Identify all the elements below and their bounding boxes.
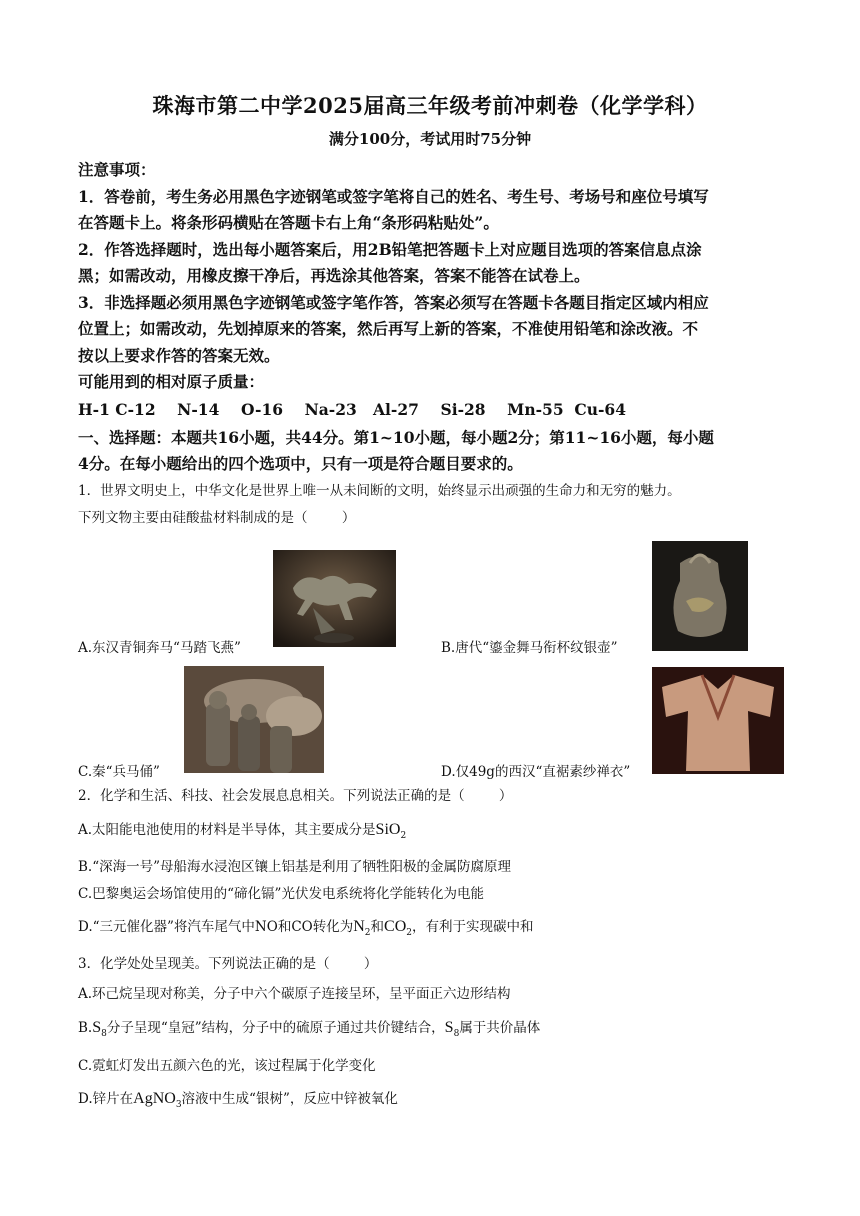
atomic-mass-list: H-1 C-12 N-14 O-16 Na-23 Al-27 Si-28 Mn-55 Cu-64 [78, 400, 627, 419]
q3-option-b [78, 1016, 540, 1039]
q2-option-a-text: A.太阳能电池使用的材料是半导体，其主要成分是 [78, 822, 376, 838]
q3-option-d [78, 1087, 398, 1110]
q3-option-b-label: B. [78, 1020, 93, 1036]
q3-option-d-text: D.锌片在 [78, 1091, 134, 1107]
q3-option-b-text: 分子呈现“皇冠”结构，分子中的硫原子通过共价键结合， [106, 1020, 445, 1036]
q3-option-b-s8-sub: 8 [101, 1029, 107, 1039]
q2-option-d-text: D.“三元催化器”将汽车尾气中NO和CO转化为 [78, 919, 354, 935]
q1-stem-line-1: 1．世界文明史上，中华文化是世界上唯一从未间断的文明，始终显示出顽强的生命力和无穷的魅力。 [78, 483, 681, 499]
q2-option-a-subscript: 2 [400, 831, 407, 841]
q2-option-c: C.巴黎奥运会场馆使用的“碲化镉”光伏发电系统将化学能转化为电能 [78, 886, 484, 902]
bronze-horse-image [273, 550, 396, 647]
q1-option-c: C.秦“兵马俑” [78, 764, 160, 780]
note-3-line-3: 按以上要求作答的答案无效。 [78, 346, 280, 365]
note-1-line-2: 在答题卡上。将条形码横贴在答题卡右上角“条形码粘贴处”。 [78, 213, 499, 232]
terracotta-army-image [184, 666, 324, 773]
note-3-line-2: 位置上；如需改动，先划掉原来的答案，然后再写上新的答案，不准使用铅笔和涂改液。不 [78, 319, 699, 338]
note-3-line-1: 3．非选择题必须用黑色字迹钢笔或签字笔作答，答案必须写在答题卡各题目指定区域内相应 [78, 293, 709, 312]
page-subtitle: 满分100分，考试用时75分钟 [328, 130, 532, 148]
q3-option-b-s8: S [92, 1019, 102, 1036]
q2-option-d-tail: ，有利于实现碳中和 [411, 919, 534, 935]
notes-heading: 注意事项： [78, 160, 156, 179]
section-1-line-2: 4分。在每小题给出的四个选项中，只有一项是符合题目要求的。 [78, 454, 523, 473]
note-2-line-1: 2．作答选择题时，选出每小题答案后，用2B铅笔把答题卡上对应题目选项的答案信息点涂 [78, 240, 702, 259]
q3-option-a: A.环己烷呈现对称美，分子中六个碳原子连接呈环，呈平面正六边形结构 [78, 986, 511, 1002]
q1-stem-line-2: 下列文物主要由硅酸盐材料制成的是（ ） [78, 510, 356, 526]
q2-option-d [78, 915, 533, 938]
q3-option-d-tail: 溶液中生成“银树”，反应中锌被氧化 [181, 1091, 398, 1107]
q2-option-d-n2-sub: 2 [364, 928, 371, 938]
note-1-line-1: 1．答卷前，考生务必用黑色字迹钢笔或签字笔将自己的姓名、考生号、考场号和座位号填写 [78, 187, 709, 206]
q2-option-b: B.“深海一号”母船海水浸泡区镶上铝基是利用了牺牲阳极的金属防腐原理 [78, 859, 512, 875]
q3-option-c: C.霓虹灯发出五颜六色的光，该过程属于化学变化 [78, 1058, 376, 1074]
q1-option-b: B.唐代“鎏金舞马衔杯纹银壶” [441, 640, 618, 656]
silver-pot-image [652, 541, 748, 651]
q3-option-b-s8-second: S [444, 1019, 454, 1036]
q2-stem: 2．化学和生活、科技、社会发展息息相关。下列说法正确的是（ ） [78, 788, 513, 804]
atomic-mass-heading: 可能用到的相对原子质量： [78, 372, 265, 391]
silk-robe-image [652, 667, 784, 774]
section-1-line-1: 一、选择题：本题共16小题，共44分。第1~10小题，每小题2分；第11~16小题，每小题 [78, 428, 714, 447]
q2-option-d-co2-sub: 2 [406, 928, 412, 938]
q2-option-d-n2: N [353, 918, 365, 935]
note-2-line-2: 黑；如需改动，用橡皮擦干净后，再选涂其他答案，答案不能答在试卷上。 [78, 266, 590, 285]
q1-option-a: A.东汉青铜奔马“马踏飞燕” [78, 640, 241, 656]
q2-option-d-and: 和 [370, 919, 385, 935]
page-title: 珠海市第二中学2025届高三年级考前冲刺卷（化学学科） [152, 93, 708, 118]
q3-option-d-formula: AgNO [133, 1090, 176, 1107]
q3-option-b-s8-second-sub: 8 [453, 1029, 460, 1039]
q2-option-a [78, 818, 406, 841]
q2-option-d-co2: CO [384, 918, 407, 935]
q3-option-b-tail: 属于共价晶体 [459, 1020, 541, 1036]
q3-stem: 3．化学处处呈现美。下列说法正确的是（ ） [78, 956, 378, 972]
q1-option-d: D.仅49g的西汉“直裾素纱禅衣” [441, 764, 631, 780]
q3-option-d-subscript: 3 [175, 1100, 182, 1110]
q2-option-a-formula: SiO [375, 821, 401, 838]
